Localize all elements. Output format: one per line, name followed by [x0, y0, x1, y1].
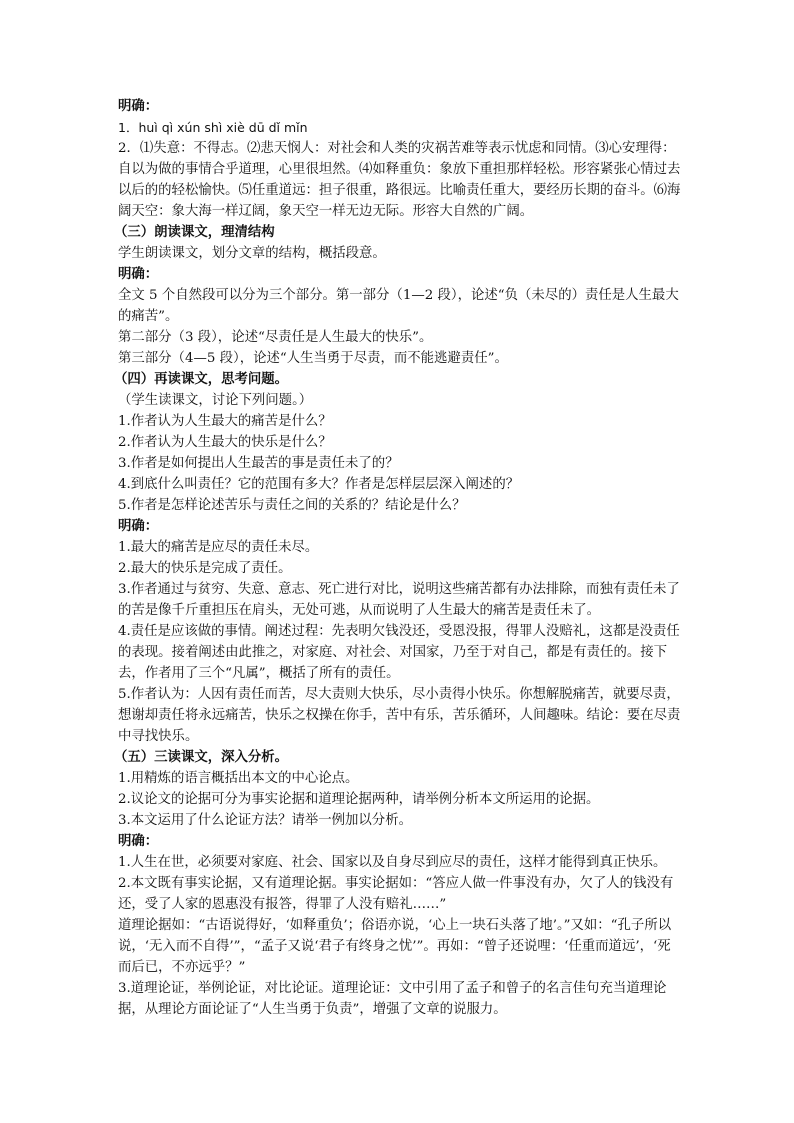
- section-heading-5: （五）三读课文，深入分析。: [114, 749, 289, 765]
- answer-item: 3.作者通过与贫穷、失意、意志、死亡进行对比，说明这些痛苦都有办法排除，而独有责任未了的苦是像千斤重担压在肩头，无处可逃，从而说明了人生最大的痛苦是责任未了。: [118, 582, 680, 618]
- answer-item: 3.道理论证，举例论证，对比论证。道理论证：文中引用了孟子和曾子的名言佳句充当道理论据，从理论方面论证了“人生当勇于负责”，增强了文章的说服力。: [118, 981, 667, 1017]
- paragraph: 第二部分（3 段），论述“尽责任是人生最大的快乐”。: [118, 330, 433, 345]
- section-heading-3: （三）朗读课文，理清结构: [114, 224, 275, 240]
- answer-item: 道理论据如：“古语说得好，‘如释重负’；俗语亦说，‘心上一块石头落了地’。”又如：“孔子所以说，‘无入而不自得’”，“孟子又说‘君子有终身之忧’”。再如：“曾子还说哩：‘任重而道远’，‘死而后已，不亦远乎？”: [118, 918, 672, 975]
- question-item: 3.作者是如何提出人生最苦的事是责任未了的？: [118, 456, 399, 471]
- question-item: 2.议论文的论据可分为事实论据和道理论据两种，请举例分析本文所运用的论据。: [118, 792, 600, 807]
- question-item: 1.用精炼的语言概括出本文的中心论点。: [118, 771, 359, 786]
- answer-item: 5.作者认为：人因有责任而苦，尽大责则大快乐，尽小责得小快乐。你想解脱痛苦，就要尽责，想谢却责任将永远痛苦，快乐之权操在你手，苦中有乐，苦乐循环，人间趣味。结论：要在尽责中寻找快乐。: [118, 687, 681, 744]
- section-heading-4: （四）再读课文，思考问题。: [114, 371, 289, 387]
- answer-item: 4.责任是应该做的事情。阐述过程：先表明欠钱没还，受恩没报，得罪人没赔礼，这都是没责任的表现。接着阐述由此推之，对家庭、对社会、对国家，乃至于对自己，都是有责任的。接下去，作者用了三个“凡属”，概括了所有的责任。: [118, 624, 680, 681]
- answer-item: 1.人生在世，必须要对家庭、社会、国家以及自身尽到应尽的责任，这样才能得到真正快乐。: [118, 855, 667, 870]
- question-item: 3.本文运用了什么论证方法？请举一例加以分析。: [118, 813, 412, 828]
- question-item: 1.作者认为人生最大的痛苦是什么？: [118, 414, 332, 429]
- answer-item: 2.本文既有事实论据，又有道理论据。事实论据如：“答应人做一件事没有办，欠了人的钱没有还，受了人家的恩惠没有报答，得罪了人没有赔礼……”: [118, 876, 674, 912]
- paragraph: 学生朗读课文，划分文章的结构，概括段意。: [118, 246, 386, 261]
- pinyin-answer-line: 1．huì qì xún shì xiè dū dǐ mǐn: [118, 120, 308, 135]
- paragraph: （学生读课文，讨论下列问题。）: [118, 393, 313, 408]
- paragraph: 全文 5 个自然段可以分为三个部分。第一部分（1—2 段），论述“负（未尽的）责任是人生最大的痛苦”。: [118, 288, 679, 324]
- answer-heading: 明确：: [118, 98, 159, 114]
- question-item: 2.作者认为人生最大的快乐是什么？: [118, 435, 332, 450]
- question-item: 4.到底什么叫责任？它的范围有多大？作者是怎样层层深入阐述的？: [118, 477, 520, 492]
- answer-item: 1.最大的痛苦是应尽的责任未尽。: [118, 540, 319, 555]
- answer-heading: 明确：: [118, 518, 159, 534]
- vocabulary-explanation-paragraph: 2．⑴失意：不得志。⑵悲天悯人：对社会和人类的灾祸苦难等表示忧虑和同情。⑶心安理得：自以为做的事情合乎道理，心里很坦然。⑷如释重负：象放下重担那样轻松。形容紧张心情过去以后的的轻松愉快。⑸任重道远：担子很重，路很远。比喻责任重大，要经历长期的奋斗。⑹海阔天空：象大海一样辽阔，象天空一样无边无际。形容大自然的广阔。: [118, 141, 681, 219]
- document-page: [114, 96, 683, 1020]
- question-item: 5.作者是怎样论述苦乐与责任之间的关系的？结论是什么？: [118, 498, 466, 513]
- answer-heading: 明确：: [118, 266, 159, 282]
- paragraph: 第三部分（4—5 段），论述“人生当勇于尽责，而不能逃避责任”。: [118, 351, 508, 366]
- answer-item: 2.最大的快乐是完成了责任。: [118, 561, 292, 576]
- answer-heading: 明确：: [118, 833, 159, 849]
